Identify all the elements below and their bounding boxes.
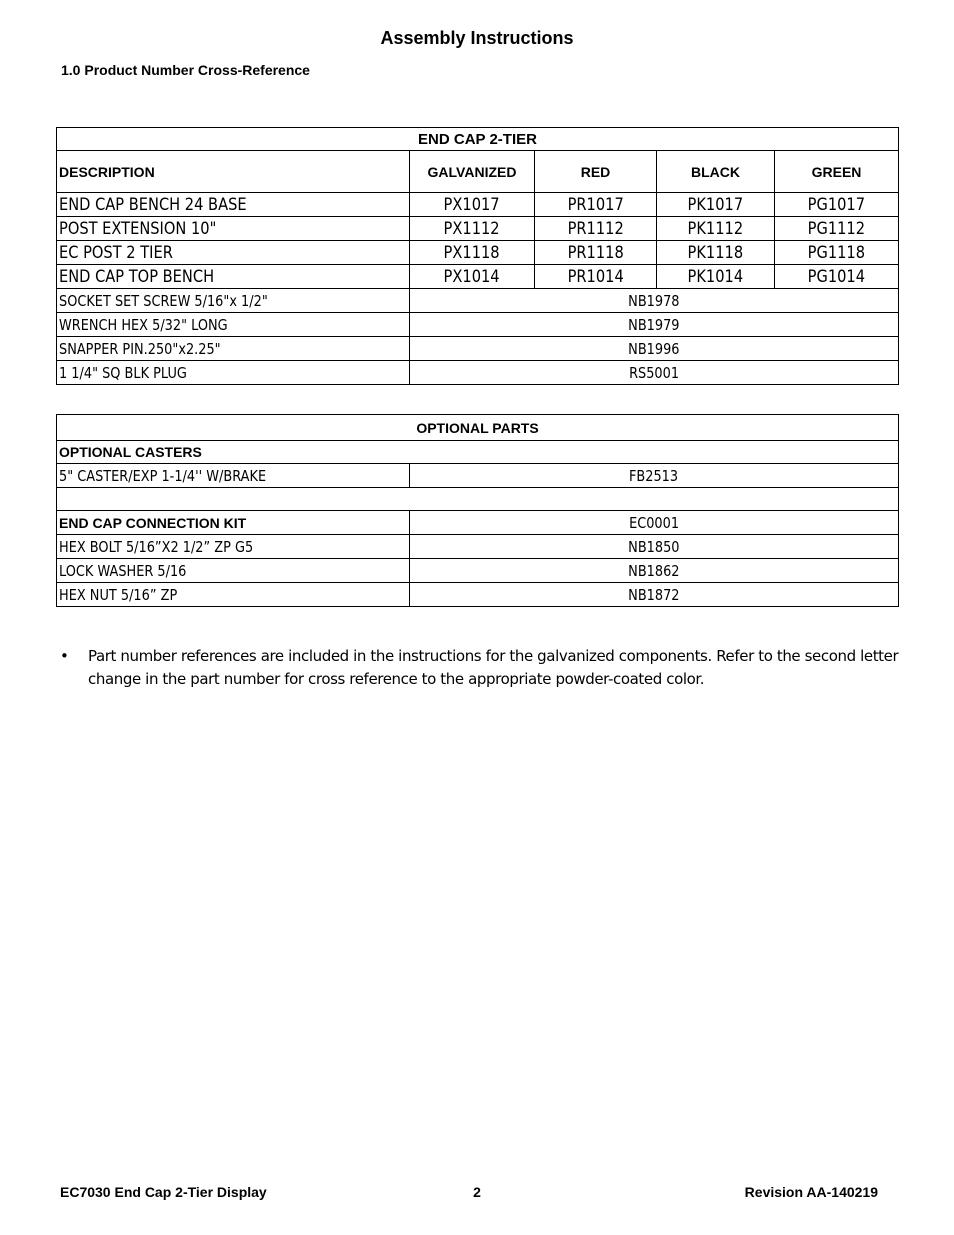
part-black: PK1017 — [657, 193, 775, 217]
table-row — [57, 559, 899, 583]
optional-casters-heading: OPTIONAL CASTERS — [57, 441, 899, 464]
part-number: NB1862 — [410, 559, 899, 583]
table-row — [57, 583, 899, 607]
note — [60, 645, 900, 691]
table-row — [57, 217, 899, 241]
table-row — [57, 535, 899, 559]
footer-page-number: 2 — [473, 1184, 481, 1200]
optional-parts-table — [56, 414, 899, 607]
table-row — [57, 241, 899, 265]
table-row — [57, 361, 899, 385]
part-number: FB2513 — [410, 464, 899, 488]
part-number: NB1850 — [410, 535, 899, 559]
table-row — [57, 313, 899, 337]
column-header-galvanized: GALVANIZED — [410, 151, 535, 193]
row-description: SOCKET SET SCREW 5/16"x 1/2" — [57, 289, 410, 313]
column-header-description: DESCRIPTION — [57, 151, 410, 193]
part-number: NB1978 — [410, 289, 899, 313]
cross-reference-table — [56, 127, 899, 385]
row-description: 5" CASTER/EXP 1-1/4'' W/BRAKE — [57, 464, 410, 488]
part-black: PK1014 — [657, 265, 775, 289]
part-number: NB1979 — [410, 313, 899, 337]
table-title: END CAP 2-TIER — [57, 128, 899, 151]
table-row — [57, 464, 899, 488]
column-header-red: RED — [535, 151, 657, 193]
part-galvanized: PX1118 — [410, 241, 535, 265]
optional-table-title: OPTIONAL PARTS — [57, 415, 899, 441]
row-description: 1 1/4" SQ BLK PLUG — [57, 361, 410, 385]
column-header-green: GREEN — [775, 151, 899, 193]
footer-revision: Revision AA-140219 — [744, 1184, 878, 1200]
table-row — [57, 265, 899, 289]
table-row — [57, 337, 899, 361]
part-number: EC0001 — [410, 511, 899, 535]
part-red: PR1017 — [535, 193, 657, 217]
part-black: PK1118 — [657, 241, 775, 265]
page-title: Assembly Instructions — [380, 28, 574, 48]
part-red: PR1014 — [535, 265, 657, 289]
bullet-icon: • — [60, 647, 69, 665]
row-description: HEX NUT 5/16” ZP — [57, 583, 410, 607]
table-row — [57, 511, 899, 535]
row-description: END CAP TOP BENCH — [57, 265, 410, 289]
part-green: PG1112 — [775, 217, 899, 241]
part-red: PR1118 — [535, 241, 657, 265]
part-galvanized: PX1112 — [410, 217, 535, 241]
part-number: RS5001 — [410, 361, 899, 385]
row-description: EC POST 2 TIER — [57, 241, 410, 265]
section-heading: 1.0 Product Number Cross-Reference — [61, 62, 310, 78]
part-number: NB1872 — [410, 583, 899, 607]
part-green: PG1118 — [775, 241, 899, 265]
part-green: PG1014 — [775, 265, 899, 289]
table-row — [57, 289, 899, 313]
spacer-row — [57, 488, 899, 511]
part-red: PR1112 — [535, 217, 657, 241]
part-number: NB1996 — [410, 337, 899, 361]
column-header-black: BLACK — [657, 151, 775, 193]
row-description: POST EXTENSION 10" — [57, 217, 410, 241]
part-black: PK1112 — [657, 217, 775, 241]
row-description: WRENCH HEX 5/32" LONG — [57, 313, 410, 337]
note-text: Part number references are included in the instructions for the galvanized components. Refer to the second letter change in the part number for cross reference to the appropriate powder-coated color. — [88, 647, 899, 688]
row-description: SNAPPER PIN.250"x2.25" — [57, 337, 410, 361]
table-row — [57, 193, 899, 217]
part-green: PG1017 — [775, 193, 899, 217]
row-description: LOCK WASHER 5/16 — [57, 559, 410, 583]
connection-kit-heading: END CAP CONNECTION KIT — [57, 511, 410, 535]
part-galvanized: PX1014 — [410, 265, 535, 289]
footer-document-id: EC7030 End Cap 2-Tier Display — [60, 1184, 267, 1200]
part-galvanized: PX1017 — [410, 193, 535, 217]
row-description: END CAP BENCH 24 BASE — [57, 193, 410, 217]
row-description: HEX BOLT 5/16”X2 1/2” ZP G5 — [57, 535, 410, 559]
